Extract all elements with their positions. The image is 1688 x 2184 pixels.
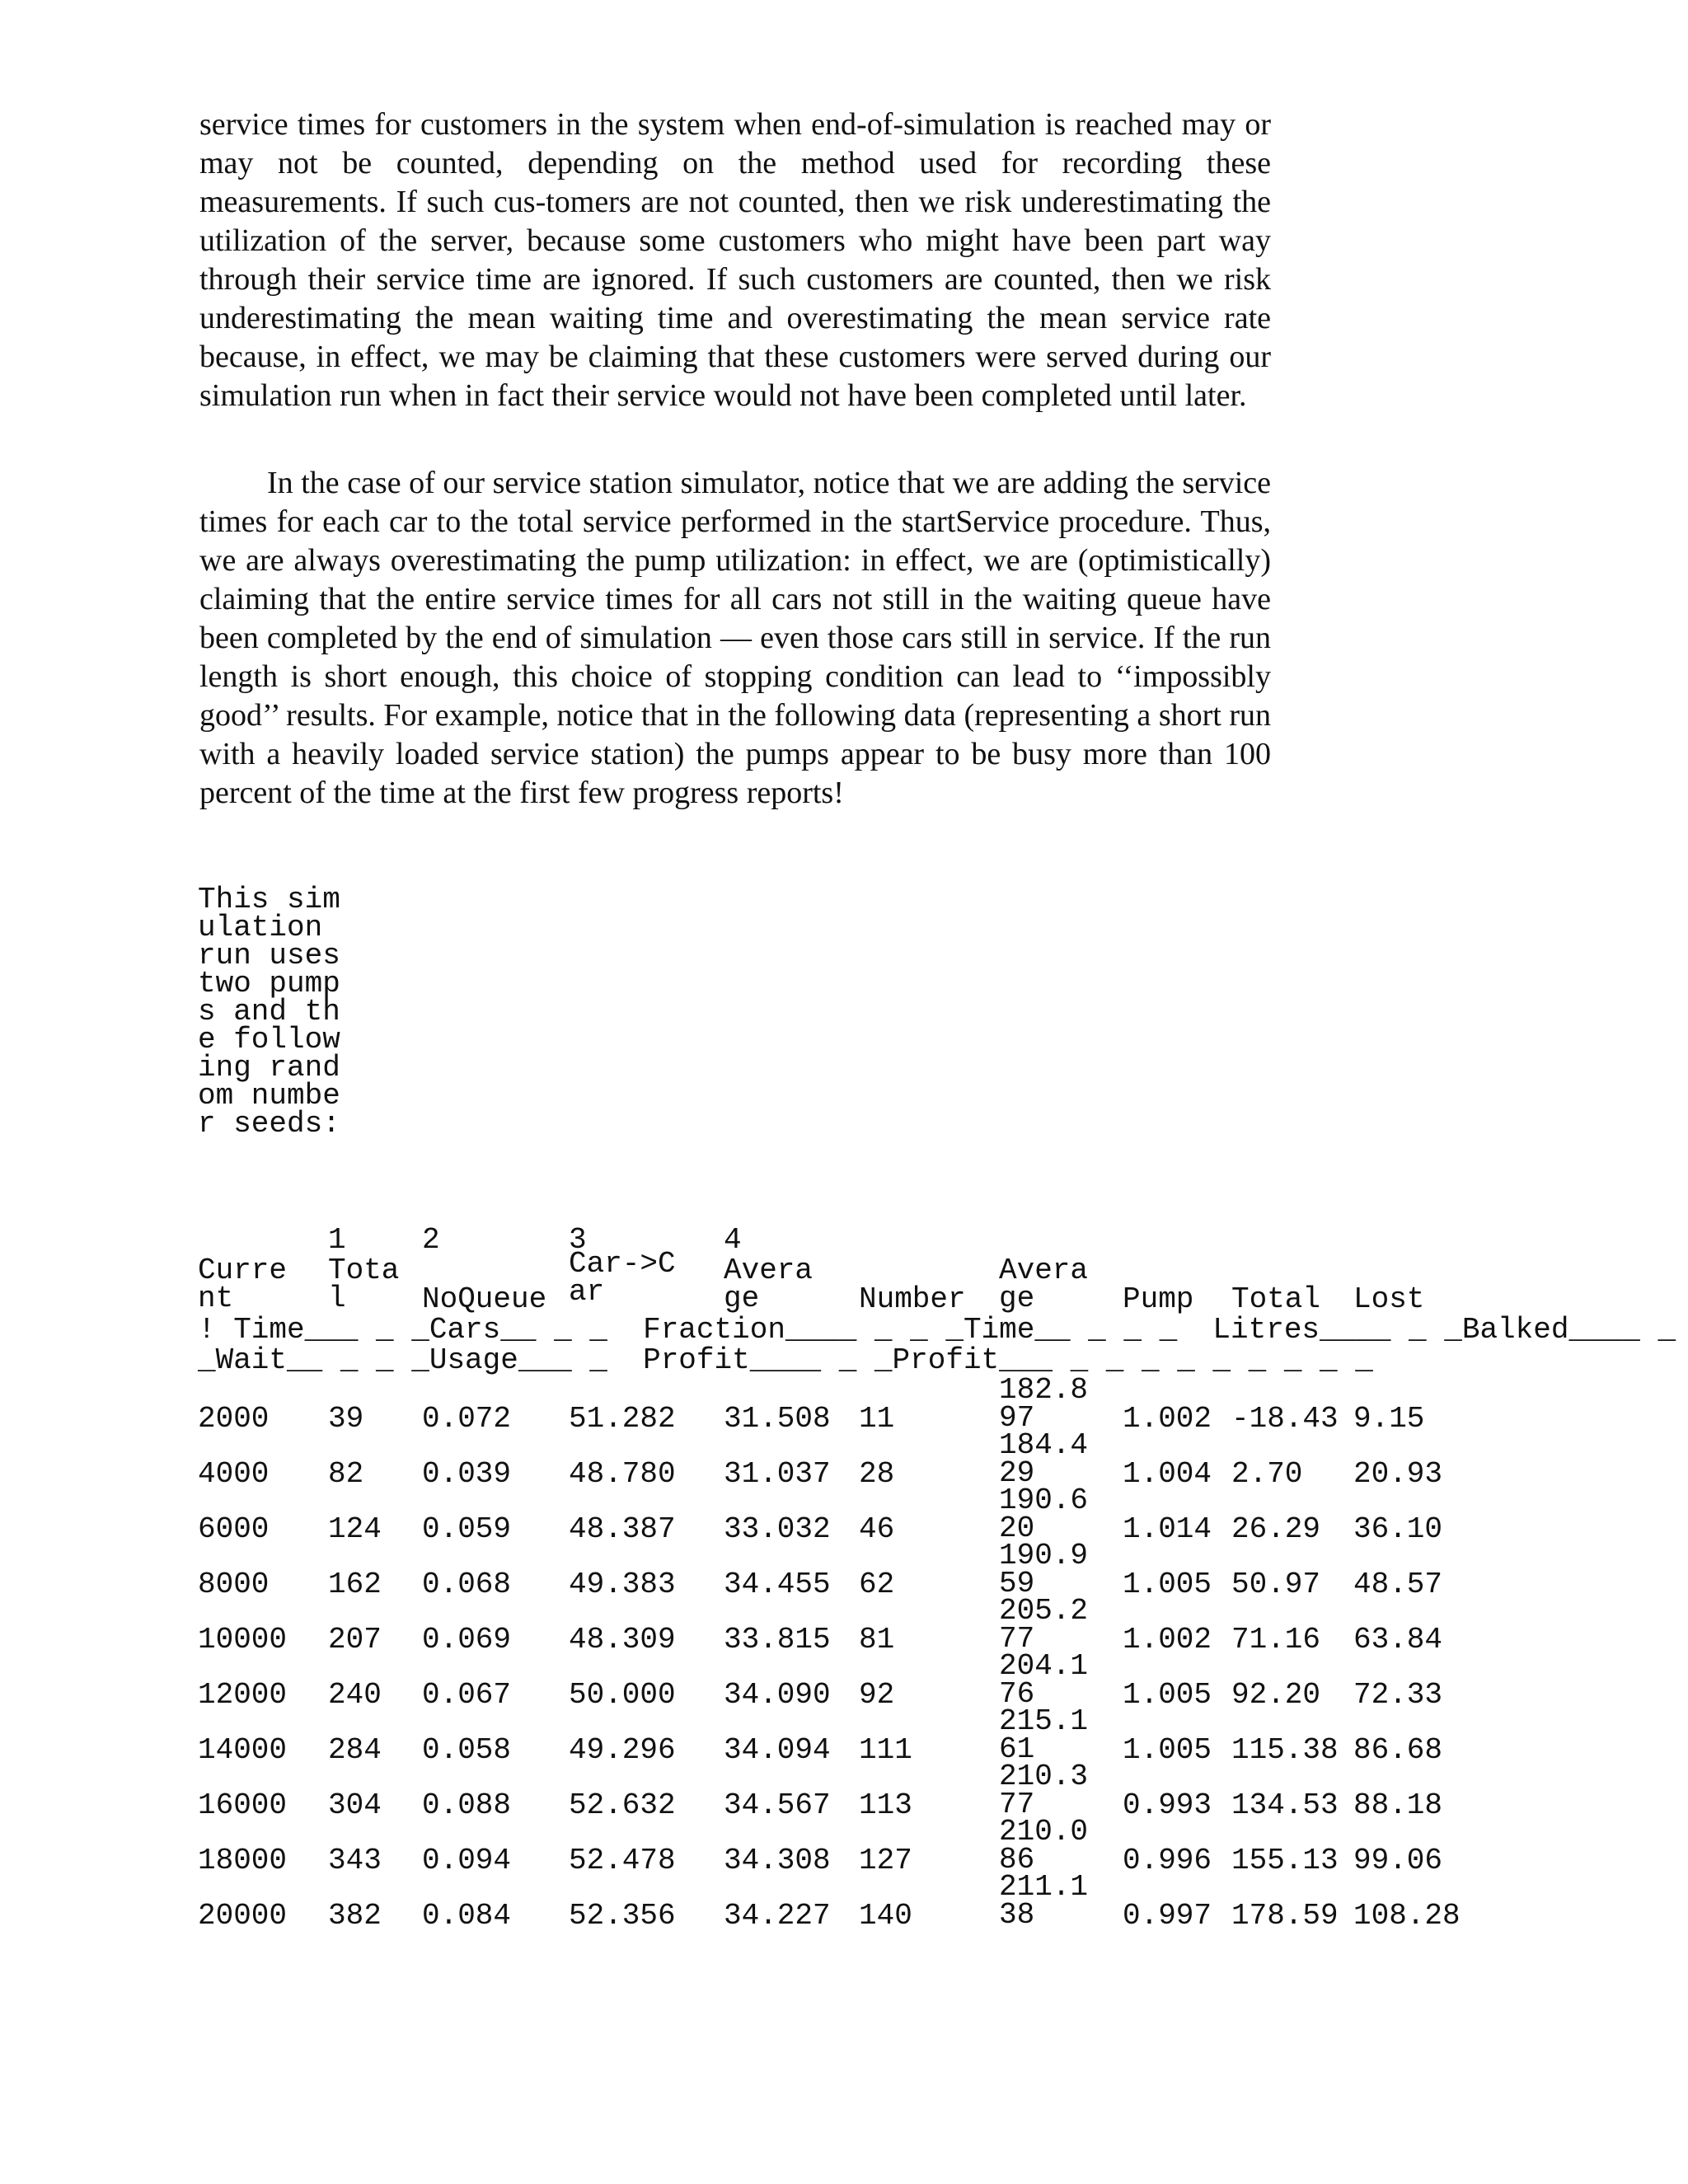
seed-label-3: 3 [569, 1223, 587, 1257]
table-row [0, 1373, 1688, 1460]
cell-average-wait: 34.227 [724, 1899, 831, 1933]
cell-average-usage: 182.897 [999, 1373, 1089, 1435]
cell-car-to-car-time: 52.356 [569, 1899, 676, 1933]
cell-total-cars: 343 [328, 1844, 382, 1877]
cell-average-wait: 31.037 [724, 1457, 831, 1491]
cell-total-profit: 26.29 [1231, 1512, 1321, 1546]
cell-noqueue-fraction: 0.094 [422, 1844, 512, 1877]
cell-total-cars: 284 [328, 1733, 382, 1767]
cell-car-to-car-time: 50.000 [569, 1678, 676, 1712]
table-row [0, 1760, 1688, 1847]
cell-average-wait: 34.455 [724, 1568, 831, 1601]
header-rule-line-2: _Wait__ _ _ _Usage___ _ Profit____ _ _Profit___ _ _ _ _ _ _ _ _ _ [198, 1343, 1373, 1377]
cell-average-usage: 190.620 [999, 1483, 1089, 1545]
cell-current-time: 18000 [198, 1844, 288, 1877]
cell-average-wait: 34.567 [724, 1788, 831, 1822]
column-header-total-cars: Total [328, 1254, 400, 1315]
cell-number-balked: 11 [859, 1402, 895, 1436]
cell-lost-profit: 63.84 [1353, 1623, 1443, 1657]
seed-label-1: 1 [328, 1223, 346, 1257]
cell-average-usage: 205.277 [999, 1594, 1089, 1656]
cell-pump-litres: 1.002 [1123, 1402, 1212, 1436]
cell-number-balked: 127 [859, 1844, 912, 1877]
cell-noqueue-fraction: 0.069 [422, 1623, 512, 1657]
cell-average-usage: 190.959 [999, 1539, 1089, 1601]
cell-average-wait: 34.090 [724, 1678, 831, 1712]
cell-pump-litres: 0.993 [1123, 1788, 1212, 1822]
cell-car-to-car-time: 49.296 [569, 1733, 676, 1767]
cell-lost-profit: 48.57 [1353, 1568, 1443, 1601]
table-row [0, 1815, 1688, 1902]
cell-total-cars: 304 [328, 1788, 382, 1822]
cell-number-balked: 140 [859, 1899, 912, 1933]
cell-total-profit: 178.59 [1231, 1899, 1339, 1933]
cell-total-profit: 134.53 [1231, 1788, 1339, 1822]
cell-pump-litres: 1.014 [1123, 1512, 1212, 1546]
cell-average-usage: 210.377 [999, 1760, 1089, 1821]
cell-pump-litres: 1.005 [1123, 1678, 1212, 1712]
cell-noqueue-fraction: 0.058 [422, 1733, 512, 1767]
column-header-pump: Pump [1123, 1282, 1194, 1316]
table-row [0, 1539, 1688, 1626]
cell-pump-litres: 1.002 [1123, 1623, 1212, 1657]
cell-total-profit: 2.70 [1231, 1457, 1303, 1491]
column-header-lost-profit: Lost [1353, 1282, 1425, 1316]
cell-noqueue-fraction: 0.068 [422, 1568, 512, 1601]
cell-lost-profit: 20.93 [1353, 1457, 1443, 1491]
table-row [0, 1594, 1688, 1681]
cell-lost-profit: 9.15 [1353, 1402, 1425, 1436]
cell-total-cars: 240 [328, 1678, 382, 1712]
cell-number-balked: 92 [859, 1678, 895, 1712]
cell-lost-profit: 99.06 [1353, 1844, 1443, 1877]
cell-car-to-car-time: 48.309 [569, 1623, 676, 1657]
cell-total-profit: 92.20 [1231, 1678, 1321, 1712]
body-paragraph-1: service times for customers in the system when end-of-simulation is reached may or may not be counted, depending on the method used for recording these measurements. If such cus-tomers are not counted, then we risk underestimating the utilization of the server, because some customers who might have been part way through their service time are ignored. If such customers are counted, then we risk underestimating the mean waiting time and overestimating the mean service rate because, in effect, we may be claiming that these customers were served during our simulation run when in fact their service would not have been completed until later. [199, 107, 1271, 413]
cell-total-profit: 50.97 [1231, 1568, 1321, 1601]
cell-average-usage: 184.429 [999, 1428, 1089, 1490]
cell-average-usage: 215.161 [999, 1704, 1089, 1766]
cell-car-to-car-time: 49.383 [569, 1568, 676, 1601]
cell-number-balked: 111 [859, 1733, 912, 1767]
column-header-average-usage: Average [999, 1254, 1089, 1315]
column-header-average-wait: Average [724, 1254, 814, 1315]
cell-current-time: 12000 [198, 1678, 288, 1712]
column-header-current-time: Current [198, 1254, 288, 1315]
cell-total-profit: -18.43 [1231, 1402, 1339, 1436]
cell-number-balked: 81 [859, 1623, 895, 1657]
column-header-total-profit: Total [1231, 1282, 1321, 1316]
cell-pump-litres: 1.005 [1123, 1568, 1212, 1601]
table-row [0, 1649, 1688, 1736]
cell-car-to-car-time: 48.780 [569, 1457, 676, 1491]
cell-number-balked: 113 [859, 1788, 912, 1822]
cell-noqueue-fraction: 0.084 [422, 1899, 512, 1933]
column-header-number-balked: Number [859, 1282, 966, 1316]
cell-total-cars: 207 [328, 1623, 382, 1657]
cell-average-usage: 211.138 [999, 1870, 1089, 1932]
cell-average-wait: 33.815 [724, 1623, 831, 1657]
column-header-car-to-car: Car->Car [569, 1247, 676, 1309]
cell-noqueue-fraction: 0.088 [422, 1788, 512, 1822]
cell-car-to-car-time: 52.478 [569, 1844, 676, 1877]
cell-number-balked: 46 [859, 1512, 895, 1546]
table-row [0, 1870, 1688, 1957]
cell-lost-profit: 72.33 [1353, 1678, 1443, 1712]
cell-pump-litres: 1.004 [1123, 1457, 1212, 1491]
column-header-noqueue: NoQueue [422, 1282, 547, 1316]
cell-average-wait: 34.094 [724, 1733, 831, 1767]
cell-average-usage: 210.086 [999, 1815, 1089, 1877]
cell-noqueue-fraction: 0.072 [422, 1402, 512, 1436]
cell-noqueue-fraction: 0.059 [422, 1512, 512, 1546]
cell-total-profit: 115.38 [1231, 1733, 1339, 1767]
table-row [0, 1704, 1688, 1792]
cell-number-balked: 28 [859, 1457, 895, 1491]
body-paragraph-2: In the case of our service station simulator, notice that we are adding the service times for each car to the total service performed in the startService procedure. Thus, we are always overestimating the pump utilization: in effect, we are (optimistically) claiming that the entire service times for all cars not still in the waiting queue have been completed by the end of simulation — even those cars still in service. If the run length is short enough, this choice of stopping condition can lead to ‘‘impossibly good’’ results. For example, notice that in the following data (representing a short run with a heavily loaded service station) the pumps appear to be busy more than 100 percent of the time at the first few progress reports! [199, 466, 1271, 810]
cell-total-cars: 162 [328, 1568, 382, 1601]
cell-total-cars: 39 [328, 1402, 364, 1436]
cell-noqueue-fraction: 0.067 [422, 1678, 512, 1712]
cell-car-to-car-time: 48.387 [569, 1512, 676, 1546]
seed-label-2: 2 [422, 1223, 440, 1257]
cell-total-profit: 155.13 [1231, 1844, 1339, 1877]
cell-current-time: 16000 [198, 1788, 288, 1822]
cell-current-time: 10000 [198, 1623, 288, 1657]
cell-number-balked: 62 [859, 1568, 895, 1601]
cell-average-wait: 33.032 [724, 1512, 831, 1546]
cell-total-cars: 82 [328, 1457, 364, 1491]
table-row [0, 1428, 1688, 1516]
cell-car-to-car-time: 51.282 [569, 1402, 676, 1436]
cell-lost-profit: 108.28 [1353, 1899, 1461, 1933]
seed-label-4: 4 [724, 1223, 742, 1257]
cell-total-cars: 124 [328, 1512, 382, 1546]
cell-current-time: 6000 [198, 1512, 270, 1546]
cell-average-usage: 204.176 [999, 1649, 1089, 1711]
cell-average-wait: 34.308 [724, 1844, 831, 1877]
cell-current-time: 8000 [198, 1568, 270, 1601]
cell-total-profit: 71.16 [1231, 1623, 1321, 1657]
cell-current-time: 20000 [198, 1899, 288, 1933]
cell-lost-profit: 88.18 [1353, 1788, 1443, 1822]
cell-lost-profit: 86.68 [1353, 1733, 1443, 1767]
cell-current-time: 2000 [198, 1402, 270, 1436]
cell-current-time: 14000 [198, 1733, 288, 1767]
cell-current-time: 4000 [198, 1457, 270, 1491]
cell-lost-profit: 36.10 [1353, 1512, 1443, 1546]
cell-pump-litres: 0.997 [1123, 1899, 1212, 1933]
cell-pump-litres: 1.005 [1123, 1733, 1212, 1767]
cell-noqueue-fraction: 0.039 [422, 1457, 512, 1491]
cell-total-cars: 382 [328, 1899, 382, 1933]
table-row [0, 1483, 1688, 1571]
cell-car-to-car-time: 52.632 [569, 1788, 676, 1822]
cell-average-wait: 31.508 [724, 1402, 831, 1436]
header-rule-line-1: ! Time___ _ _Cars__ _ _ Fraction____ _ _ _Time__ _ _ _ Litres____ _ _Balked____ _ [198, 1313, 1676, 1347]
simulation-intro-text: This simulation run uses two pumps and the following random number seeds: [198, 883, 340, 1141]
cell-pump-litres: 0.996 [1123, 1844, 1212, 1877]
